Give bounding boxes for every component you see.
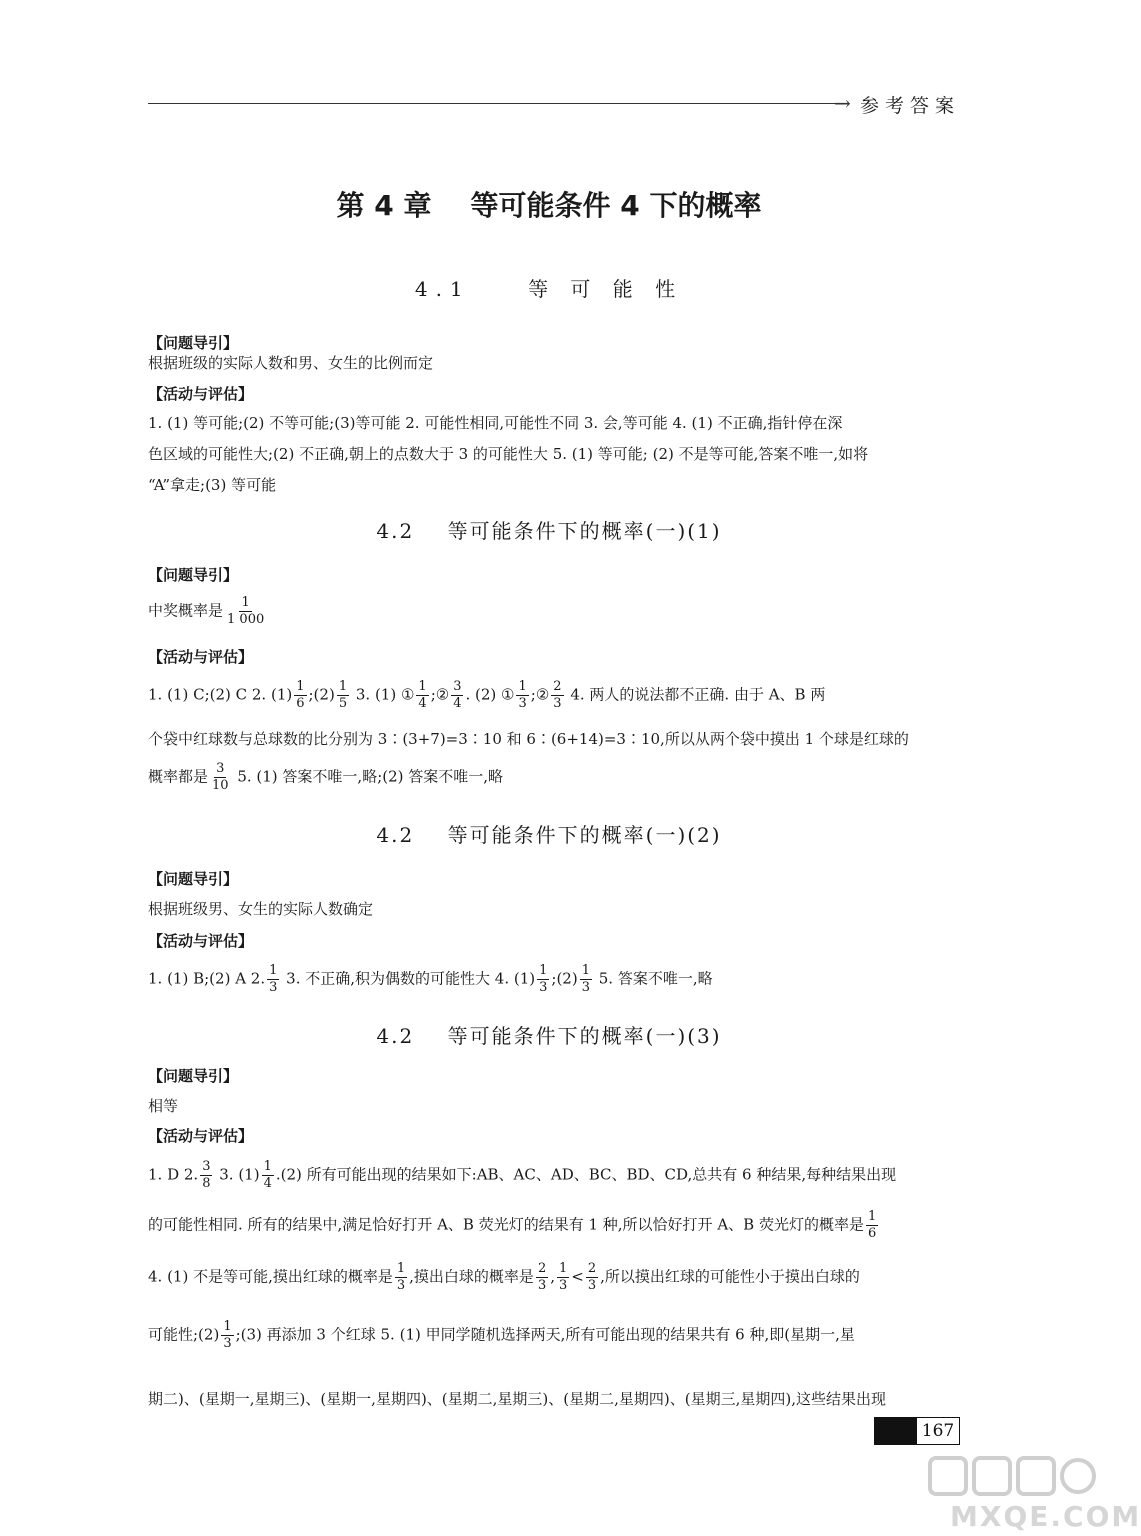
fraction: $\frac{1}{6}$: [867, 1209, 877, 1241]
section-title-4-1: 4.1 等 可 能 性: [414, 277, 684, 301]
fraction: $\frac{1}{3}$: [559, 1261, 568, 1293]
tag-guide: 【问题导引】: [148, 334, 239, 352]
answer-line: 概率都是 $\frac{3}{10}$ 5. (1) 答案不唯一,略;(2) 答案不唯一,略: [148, 761, 504, 793]
answer-line: 期二)、(星期一,星期三)、(星期一,星期四)、(星期二,星期三)、(星期二,星期四)、(星期三,星期四),这些结果出现: [148, 1390, 886, 1408]
fraction: $\frac{1}{6}$: [296, 679, 305, 711]
page-number: 167: [916, 1418, 959, 1444]
fraction: $\frac{1}{1 000}$: [227, 595, 265, 627]
tag-activity: 【活动与评估】: [148, 1127, 254, 1145]
fraction: $\frac{1}{5}$: [338, 679, 348, 711]
fraction: $\frac{1}{3}$: [518, 679, 527, 711]
fraction: $\frac{1}{3}$: [539, 963, 548, 995]
answer-line: 1. (1) C;(2) C 2. (1) $\frac{1}{6}$ ;(2) $\frac{1}{5}$ 3. (1) ① $\frac{1}{4}$ ;② $\frac{3}{4}$ . (2) ① $\frac{1}{3}$ ;② $\frac{2}{3}$ 4. 两人的说法都不正确. 由于 A、B 两: [148, 679, 826, 711]
header-rule: [148, 103, 838, 104]
guide-text: 根据班级男、女生的实际人数确定: [148, 900, 374, 918]
answer-line: 1. (1) 等可能;(2) 不等可能;(3)等可能 2. 可能性相同,可能性不同 3. 会,等可能 4. (1) 不正确,指针停在深: [148, 414, 843, 432]
fraction: $\frac{1}{3}$: [223, 1319, 232, 1351]
tag-guide: 【问题导引】: [148, 566, 239, 584]
header-arrow-icon: →: [834, 91, 851, 115]
answer-line: 1. D 2. $\frac{3}{8}$ 3. (1) $\frac{1}{4}$ .(2) 所有可能出现的结果如下:AB、AC、AD、BC、BD、CD,总共有 6 种结果,每种结果出现: [148, 1159, 897, 1191]
tag-activity: 【活动与评估】: [148, 932, 254, 950]
chapter-title: 第 4 章 等可能条件 4 下的概率: [336, 189, 762, 222]
fraction: $\frac{1}{3}$: [396, 1261, 406, 1293]
answer-line: 色区域的可能性大;(2) 不正确,朝上的点数大于 3 的可能性大 5. (1) 等可能; (2) 不是等可能,答案不唯一,如将: [148, 445, 869, 463]
page-number-box: [874, 1417, 960, 1445]
fraction: $\frac{2}{3}$: [587, 1261, 597, 1293]
guide-text: 相等: [148, 1097, 179, 1115]
fraction: $\frac{1}{3}$: [581, 963, 590, 995]
section-title-4-2-3: 4.2 等可能条件下的概率(一)(3): [376, 1024, 722, 1048]
fraction: $\frac{1}{3}$: [269, 963, 278, 995]
fraction: $\frac{1}{4}$: [418, 679, 427, 711]
answer-line: “A”拿走;(3) 等可能: [148, 476, 277, 494]
tag-guide: 【问题导引】: [148, 1067, 239, 1085]
fraction: $\frac{1}{4}$: [263, 1159, 272, 1191]
answer-line: 的可能性相同. 所有的结果中,满足恰好打开 A、B 荧光灯的结果有 1 种,所以恰好打开 A、B 荧光灯的概率是 $\frac{1}{6}$: [148, 1209, 877, 1241]
fraction: $\frac{3}{10}$: [212, 761, 229, 793]
header-title: 参考答案: [860, 95, 961, 117]
answer-line: 个袋中红球数与总球数的比分别为 3∶(3+7)=3∶10 和 6∶(6+14)=3∶10,所以从两个袋中摸出 1 个球是红球的: [148, 730, 909, 748]
answer-line: 4. (1) 不是等可能,摸出红球的概率是 $\frac{1}{3}$ ,摸出白球的概率是 $\frac{2}{3}$ , $\frac{1}{3}$ < $\frac{2}{3}$ ,所以摸出红球的可能性小于摸出白球的: [148, 1261, 860, 1293]
section-title-4-2-2: 4.2 等可能条件下的概率(一)(2): [376, 823, 722, 847]
fraction: $\frac{2}{3}$: [553, 679, 562, 711]
section-title-4-2-1: 4.2 等可能条件下的概率(一)(1): [376, 519, 722, 543]
fraction: $\frac{3}{4}$: [453, 679, 462, 711]
fraction: $\frac{2}{3}$: [537, 1261, 547, 1293]
answer-line: 1. (1) B;(2) A 2. $\frac{1}{3}$ 3. 不正确,积为偶数的可能性大 4. (1) $\frac{1}{3}$ ;(2) $\frac{1}{3}$ 5. 答案不唯一,略: [148, 963, 713, 995]
watermark-text: MXQE.COM: [950, 1500, 1141, 1533]
tag-activity: 【活动与评估】: [148, 648, 254, 666]
tag-guide: 【问题导引】: [148, 870, 239, 888]
answer-line: 可能性;(2) $\frac{1}{3}$ ;(3) 再添加 3 个红球 5. (1) 甲同学随机选择两天,所有可能出现的结果共有 6 种,即(星期一,星: [148, 1319, 855, 1351]
guide-text: 根据班级的实际人数和男、女生的比例而定: [148, 354, 434, 372]
fraction: $\frac{3}{8}$: [202, 1159, 211, 1191]
guide-text: 中奖概率是 $\frac{1}{1 000}$: [148, 595, 265, 627]
tag-activity: 【活动与评估】: [148, 385, 254, 403]
